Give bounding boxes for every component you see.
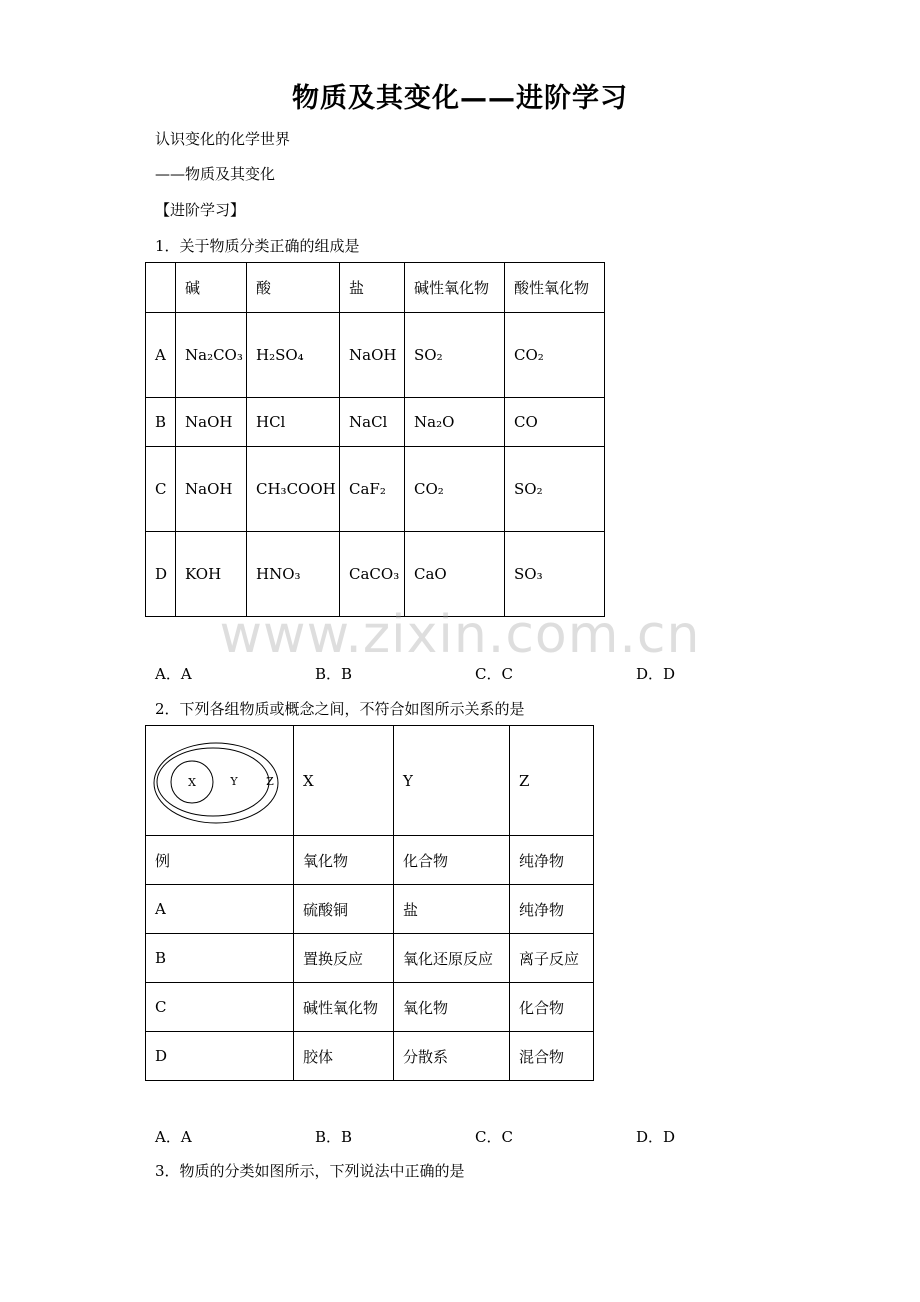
page-title: 物质及其变化——进阶学习 <box>292 83 628 114</box>
table-row <box>146 313 605 398</box>
q2-row-label: D <box>146 1032 294 1081</box>
q2-header-cell: Y <box>394 726 510 836</box>
q1-header-cell: 盐 <box>340 263 405 313</box>
intro-line-2: ——物质及其变化 <box>155 165 276 183</box>
q1-cell-text: Na₂CO₃ <box>185 346 243 364</box>
nested-set-diagram <box>146 727 293 835</box>
intro-line-1: 认识变化的化学世界 <box>155 130 291 148</box>
q2-row-label: B <box>146 934 294 983</box>
q2-cell: 离子反应 <box>510 934 594 983</box>
q2-stem: 2．下列各组物质或概念之间，不符合如图所示关系的是 <box>155 700 525 718</box>
diagram-label-z: Z <box>266 774 274 788</box>
table-row <box>146 263 605 313</box>
q1-cell: CaO <box>405 532 505 617</box>
q2-option-d: D．D <box>636 1128 676 1146</box>
table-row <box>146 836 594 885</box>
q2-cell: 氧化物 <box>394 983 510 1032</box>
table-row <box>146 447 605 532</box>
q1-option-c: C．C <box>475 665 513 683</box>
q3-stem: 3．物质的分类如图所示，下列说法中正确的是 <box>155 1162 465 1180</box>
q2-table <box>145 725 594 1081</box>
q2-cell: 氧化物 <box>294 836 394 885</box>
outer-ellipse-z <box>154 743 278 823</box>
table-row <box>146 934 594 983</box>
q1-option-b: B．B <box>315 665 353 683</box>
q1-cell: SO₂ <box>505 447 605 532</box>
q1-option-a: A．A <box>155 665 192 683</box>
q1-header-cell: 碱 <box>176 263 247 313</box>
q2-header-cell: Z <box>510 726 594 836</box>
q1-stem: 1．关于物质分类正确的组成是 <box>155 237 360 255</box>
watermark: www.zixin.com.cn <box>219 605 701 665</box>
q1-cell: CO₂ <box>505 313 605 398</box>
q1-row-label: C <box>146 447 176 532</box>
diagram-label-y: Y <box>230 774 238 788</box>
q2-cell: 氧化还原反应 <box>394 934 510 983</box>
q2-cell: 混合物 <box>510 1032 594 1081</box>
q1-cell: SO₂ <box>405 313 505 398</box>
q2-cell: 分散系 <box>394 1032 510 1081</box>
q1-cell: CaF₂ <box>340 447 405 532</box>
q1-header-cell: 酸性氧化物 <box>505 263 605 313</box>
q2-row-label: C <box>146 983 294 1032</box>
q2-option-a: A．A <box>155 1128 192 1146</box>
table-row <box>146 398 605 447</box>
q1-table <box>145 262 605 617</box>
section-heading: 【进阶学习】 <box>155 201 246 219</box>
q1-cell: CH₃COOH <box>247 447 340 532</box>
q2-cell: 置换反应 <box>294 934 394 983</box>
q2-cell: 化合物 <box>394 836 510 885</box>
q2-cell: 胶体 <box>294 1032 394 1081</box>
table-row <box>146 1032 594 1081</box>
q1-cell: SO₃ <box>505 532 605 617</box>
q1-header-cell <box>146 263 176 313</box>
q2-cell: 纯净物 <box>510 885 594 934</box>
diagram-label-x: X <box>188 775 196 789</box>
q1-cell: NaOH <box>176 398 247 447</box>
q1-header-cell: 酸 <box>247 263 340 313</box>
q1-cell: CO₂ <box>405 447 505 532</box>
q1-cell: CO <box>505 398 605 447</box>
table-row <box>146 726 594 836</box>
q2-cell: 硫酸铜 <box>294 885 394 934</box>
q2-cell: 纯净物 <box>510 836 594 885</box>
table-row <box>146 885 594 934</box>
q2-header-cell: X <box>294 726 394 836</box>
q1-cell: Na₂O <box>405 398 505 447</box>
q2-cell: 盐 <box>394 885 510 934</box>
q1-option-d: D．D <box>636 665 676 683</box>
q1-cell: NaOH <box>340 313 405 398</box>
q1-row-label: B <box>146 398 176 447</box>
table-row <box>146 532 605 617</box>
table-row <box>146 983 594 1032</box>
q2-row-label: 例 <box>146 836 294 885</box>
q2-option-b: B．B <box>315 1128 353 1146</box>
q2-cell: 碱性氧化物 <box>294 983 394 1032</box>
q2-cell: 化合物 <box>510 983 594 1032</box>
q1-cell: HNO₃ <box>247 532 340 617</box>
q1-cell: H₂SO₄ <box>247 313 340 398</box>
q1-row-label: A <box>146 313 176 398</box>
q1-cell: KOH <box>176 532 247 617</box>
q1-header-cell: 碱性氧化物 <box>405 263 505 313</box>
q1-cell <box>176 313 247 398</box>
q2-option-c: C．C <box>475 1128 513 1146</box>
q2-diagram-cell <box>146 726 294 836</box>
q1-cell: CaCO₃ <box>340 532 405 617</box>
q1-cell: NaOH <box>176 447 247 532</box>
q1-row-label: D <box>146 532 176 617</box>
q2-row-label: A <box>146 885 294 934</box>
q1-cell: NaCl <box>340 398 405 447</box>
q1-cell: HCl <box>247 398 340 447</box>
